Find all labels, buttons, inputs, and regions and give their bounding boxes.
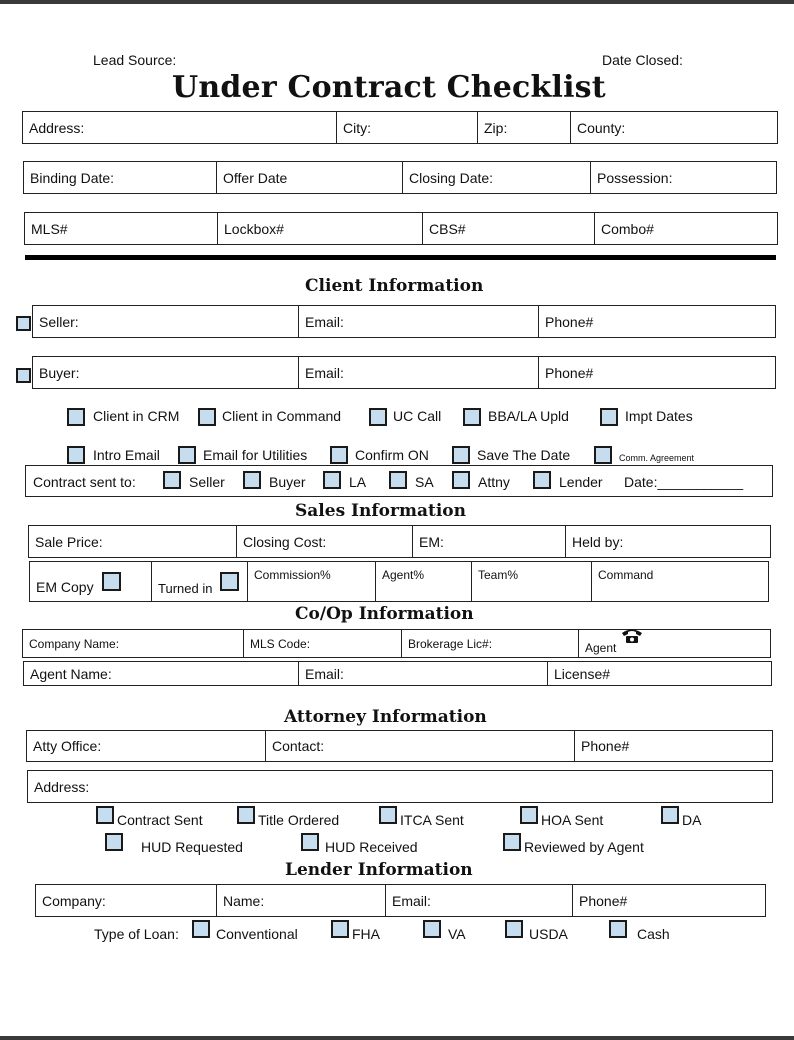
turned-in-checkbox[interactable]: [220, 572, 239, 591]
client-section-title: Client Information: [305, 276, 484, 296]
coop-agent-field[interactable]: [579, 630, 770, 657]
page-title: Under Contract Checklist: [172, 70, 606, 105]
section-divider: [25, 255, 776, 260]
turned-in-label: Turned in: [158, 581, 213, 596]
possession-field[interactable]: Possession:: [597, 169, 673, 186]
command-field[interactable]: Command: [598, 568, 654, 582]
buyer-row: [32, 356, 776, 389]
client-in-crm-label: Client in CRM: [93, 408, 180, 424]
seller-field[interactable]: Seller:: [33, 306, 299, 337]
em-copy-checkbox[interactable]: [102, 572, 121, 591]
sent-attny-checkbox[interactable]: [452, 471, 470, 489]
title-ordered-checkbox[interactable]: [237, 806, 255, 824]
sent-buyer-checkbox[interactable]: [243, 471, 261, 489]
zip-field[interactable]: Zip:: [478, 112, 571, 143]
usda-label: USDA: [529, 926, 568, 942]
sent-la-checkbox[interactable]: [323, 471, 341, 489]
atty-contact-field[interactable]: Contact:: [266, 731, 575, 761]
uc-call-label: UC Call: [393, 408, 442, 424]
contract-sent-label: Contract sent to:: [33, 474, 136, 490]
mls-code-field[interactable]: MLS Code:: [244, 630, 402, 657]
em-copy-label: EM Copy: [36, 578, 94, 595]
lead-source-label: Lead Source:: [93, 52, 177, 68]
lender-email-field[interactable]: Email:: [386, 885, 573, 916]
conventional-label: Conventional: [216, 926, 298, 942]
sales-section-title: Sales Information: [295, 501, 466, 521]
sent-seller-label: Seller: [189, 474, 225, 490]
confirm-on-checkbox[interactable]: [330, 446, 348, 464]
contract-sent-date[interactable]: Date:___________: [624, 474, 744, 490]
date-closed-label: Date Closed:: [602, 52, 683, 68]
lender-name-field[interactable]: Name:: [217, 885, 386, 916]
atty-office-field[interactable]: Atty Office:: [27, 731, 266, 761]
client-in-command-label: Client in Command: [222, 408, 342, 424]
bba-la-upld-checkbox[interactable]: [463, 408, 481, 426]
address-field[interactable]: Address:: [23, 112, 337, 143]
cbs-field[interactable]: CBS#: [423, 213, 595, 244]
bottom-edge: [0, 1036, 794, 1040]
commission-field[interactable]: Commission%: [248, 562, 376, 601]
team-percent-field[interactable]: Team%: [472, 562, 592, 601]
sent-la-label: LA: [349, 474, 367, 490]
sales-row-2: [29, 561, 769, 602]
itca-sent-label: ITCA Sent: [400, 812, 464, 828]
hoa-sent-checkbox[interactable]: [520, 806, 538, 824]
bba-la-upld-label: BBA/LA Upld: [488, 408, 569, 424]
conventional-checkbox[interactable]: [192, 920, 210, 938]
property-row-2: [23, 161, 777, 194]
email-utilities-label: Email for Utilities: [203, 447, 308, 463]
save-the-date-checkbox[interactable]: [452, 446, 470, 464]
buyer-checkbox[interactable]: [16, 368, 31, 383]
coop-agent-label: Agent: [585, 640, 617, 655]
loan-type-label: Type of Loan:: [94, 926, 179, 942]
attorney-section-title: Attorney Information: [284, 707, 487, 727]
em-copy-cell: [30, 562, 152, 601]
brokerage-lic-field[interactable]: Brokerage Lic#:: [402, 630, 579, 657]
hud-requested-label: HUD Requested: [141, 839, 243, 855]
attorney-address-row: [27, 770, 773, 803]
county-field[interactable]: County:: [577, 119, 626, 136]
va-checkbox[interactable]: [423, 920, 441, 938]
comm-agreement-checkbox[interactable]: [594, 446, 612, 464]
impt-dates-label: Impt Dates: [625, 408, 693, 424]
binding-date-field[interactable]: Binding Date:: [24, 162, 217, 193]
hud-received-checkbox[interactable]: [301, 833, 319, 851]
held-by-field[interactable]: Held by:: [572, 533, 624, 550]
attorney-row-1: [26, 730, 773, 762]
buyer-email-field[interactable]: Email:: [299, 357, 539, 388]
seller-email-field[interactable]: Email:: [299, 306, 539, 337]
coop-agent-name-field[interactable]: Agent Name:: [24, 662, 299, 685]
lender-row-1: [35, 884, 766, 917]
reviewed-by-agent-checkbox[interactable]: [503, 833, 521, 851]
sent-lender-label: Lender: [559, 474, 603, 490]
da-checkbox[interactable]: [661, 806, 679, 824]
telephone-icon: [621, 628, 643, 644]
sent-attny-label: Attny: [478, 474, 510, 490]
fha-checkbox[interactable]: [331, 920, 349, 938]
sent-sa-label: SA: [415, 474, 434, 490]
confirm-on-label: Confirm ON: [355, 447, 429, 463]
contract-sent-check-label: Contract Sent: [117, 812, 203, 828]
em-field[interactable]: EM:: [413, 526, 566, 557]
sent-lender-checkbox[interactable]: [533, 471, 551, 489]
usda-checkbox[interactable]: [505, 920, 523, 938]
contract-sent-checkbox[interactable]: [96, 806, 114, 824]
property-row-3: [24, 212, 778, 245]
cash-checkbox[interactable]: [609, 920, 627, 938]
va-label: VA: [448, 926, 466, 942]
coop-email-field[interactable]: Email:: [299, 662, 548, 685]
coop-row-2: [23, 661, 772, 686]
lender-company-field[interactable]: Company:: [36, 885, 217, 916]
atty-phone-field[interactable]: Phone#: [581, 738, 630, 754]
client-in-command-checkbox[interactable]: [198, 408, 216, 426]
combo-field[interactable]: Combo#: [601, 220, 654, 237]
intro-email-checkbox[interactable]: [67, 446, 85, 464]
hoa-sent-label: HOA Sent: [541, 812, 604, 828]
closing-cost-field[interactable]: Closing Cost:: [237, 526, 413, 557]
city-field[interactable]: City:: [337, 112, 478, 143]
sale-price-field[interactable]: Sale Price:: [29, 526, 237, 557]
closing-date-field[interactable]: Closing Date:: [403, 162, 591, 193]
save-the-date-label: Save The Date: [477, 447, 571, 463]
cash-label: Cash: [637, 926, 670, 942]
buyer-field[interactable]: Buyer:: [33, 357, 299, 388]
impt-dates-checkbox[interactable]: [600, 408, 618, 426]
company-name-field[interactable]: Company Name:: [23, 630, 244, 657]
sent-sa-checkbox[interactable]: [389, 471, 407, 489]
reviewed-by-agent-label: Reviewed by Agent: [524, 839, 644, 855]
da-label: DA: [682, 812, 702, 828]
hud-received-label: HUD Received: [325, 839, 418, 855]
sent-seller-checkbox[interactable]: [163, 471, 181, 489]
sent-buyer-label: Buyer: [269, 474, 306, 490]
atty-address-field[interactable]: Address:: [34, 778, 90, 795]
agent-percent-field[interactable]: Agent%: [376, 562, 472, 601]
coop-section-title: Co/Op Information: [295, 604, 474, 624]
mls-field[interactable]: MLS#: [25, 213, 218, 244]
comm-agreement-label: Comm. Agreement: [619, 453, 695, 463]
sales-row-1: [28, 525, 771, 558]
title-ordered-label: Title Ordered: [258, 812, 340, 828]
coop-license-field[interactable]: License#: [554, 665, 611, 682]
fha-label: FHA: [352, 926, 380, 942]
itca-sent-checkbox[interactable]: [379, 806, 397, 824]
coop-row-1: [22, 629, 771, 658]
lockbox-field[interactable]: Lockbox#: [218, 213, 423, 244]
offer-date-field[interactable]: Offer Date: [217, 162, 403, 193]
lender-section-title: Lender Information: [285, 860, 473, 880]
hud-requested-checkbox[interactable]: [105, 833, 123, 851]
seller-checkbox[interactable]: [16, 316, 31, 331]
lender-phone-field[interactable]: Phone#: [579, 892, 628, 909]
email-utilities-checkbox[interactable]: [178, 446, 196, 464]
buyer-phone-field[interactable]: Phone#: [545, 364, 594, 381]
seller-phone-field[interactable]: Phone#: [545, 313, 594, 330]
intro-email-label: Intro Email: [93, 447, 160, 463]
property-row-1: [22, 111, 778, 144]
uc-call-checkbox[interactable]: [369, 408, 387, 426]
client-in-crm-checkbox[interactable]: [67, 408, 85, 426]
seller-row: [32, 305, 776, 338]
top-edge: [0, 0, 794, 4]
